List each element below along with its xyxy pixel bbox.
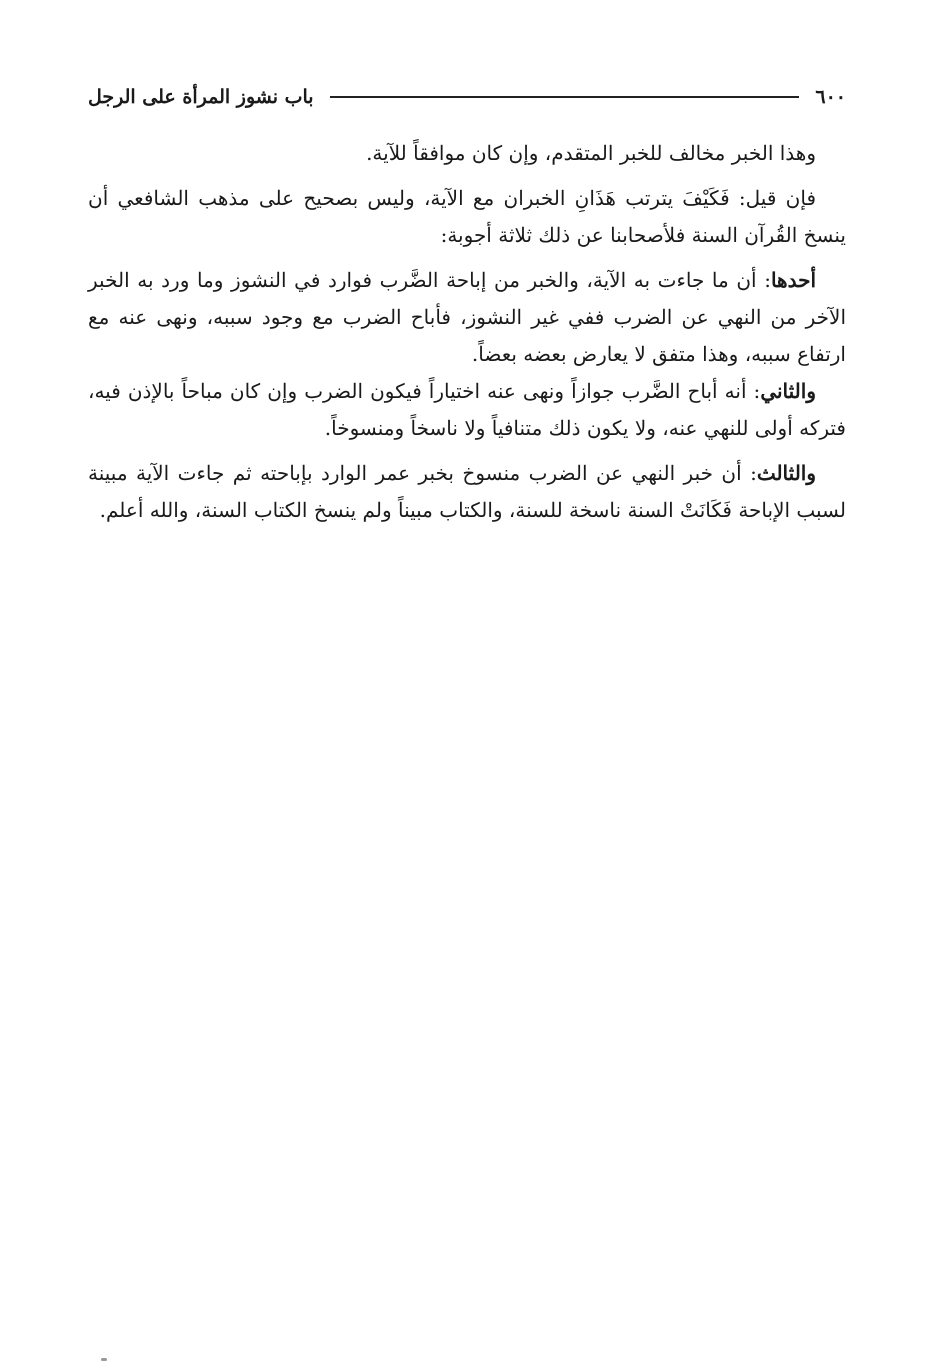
paragraph-lead: أحدها bbox=[770, 268, 816, 292]
paragraph-text: فإن قيل: فَكَيْفَ يترتب هَذَانِ الخبران مع الآية، وليس بصحيح على مذهب الشافعي أن ينسخ القُرآن السنة فلأصحابنا عن ذلك ثلاثة أجوبة: bbox=[88, 186, 846, 247]
paragraph-2 bbox=[88, 180, 846, 254]
paragraph-lead: والثالث bbox=[756, 461, 816, 485]
running-title: باب نشوز المرأة على الرجل bbox=[88, 86, 314, 108]
paragraph-lead: والثاني bbox=[760, 379, 816, 403]
scan-speck bbox=[101, 1358, 107, 1361]
paragraph-4 bbox=[88, 373, 846, 447]
paragraph-5 bbox=[88, 455, 846, 529]
body-text bbox=[88, 135, 846, 537]
paragraph-1 bbox=[88, 135, 846, 172]
paragraph-text: وهذا الخبر مخالف للخبر المتقدم، وإن كان موافقاً للآية. bbox=[366, 141, 816, 165]
page-header bbox=[88, 82, 846, 112]
paragraph-text: : أن خبر النهي عن الضرب منسوخ بخبر عمر الوارد بإباحته ثم جاءت الآية مبينة لسبب الإباحة فَكَانَتْ السنة ناسخة للسنة، والكتاب مبيناً ولم ينسخ الكتاب السنة، والله أعلم. bbox=[88, 461, 846, 522]
paragraph-3 bbox=[88, 262, 846, 373]
paragraph-text: : أنه أباح الضَّرب جوازاً ونهى عنه اختياراً فيكون الضرب وإن كان مباحاً بالإذن فيه، فتركه أولى للنهي عنه، ولا يكون ذلك متنافياً ولا ناسخاً ومنسوخاً. bbox=[88, 379, 846, 440]
page-number: ٦٠٠ bbox=[815, 86, 846, 108]
header-rule bbox=[330, 96, 800, 98]
paragraph-text: : أن ما جاءت به الآية، والخبر من إباحة الضَّرب فوارد في النشوز وما ورد به الخبر الآخر من النهي عن الضرب ففي غير النشوز، فأباح الضرب مع وجود سببه، ونهى عنه مع ارتفاع سببه، وهذا متفق لا يعارض بعضه بعضاً. bbox=[88, 268, 846, 366]
